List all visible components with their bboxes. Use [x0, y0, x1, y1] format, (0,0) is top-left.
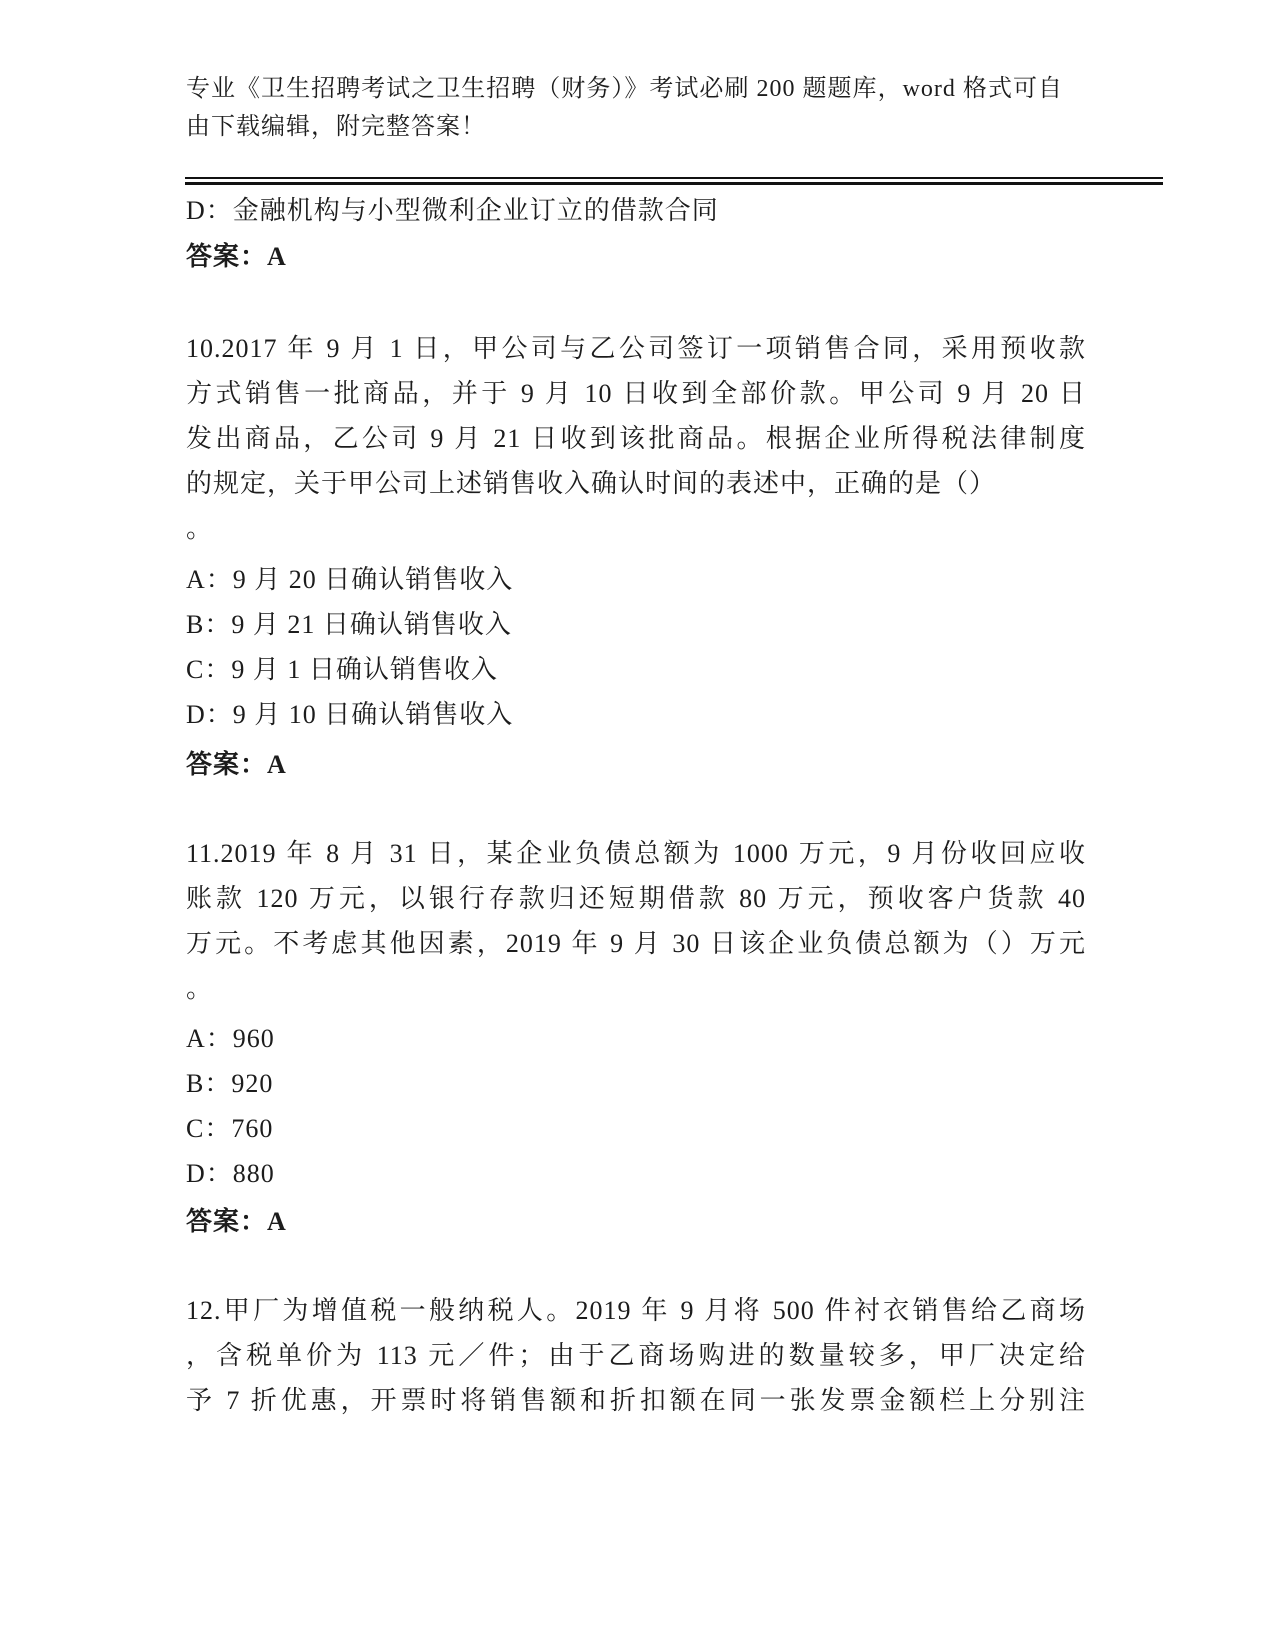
option-b: B：9 月 21 日确认销售收入 [186, 610, 512, 639]
option-d: D：9 月 10 日确认销售收入 [186, 700, 514, 729]
question-10-options [186, 557, 1086, 737]
question-line: 账款 120 万元，以银行存款归还短期借款 80 万元，预收客户货款 40 [186, 884, 1086, 913]
question-line: 予 7 折优惠，开票时将销售额和折扣额在同一张发票金额栏上分别注 [186, 1386, 1086, 1415]
header-divider-rule [185, 177, 1163, 185]
question-11-text [186, 831, 1086, 1011]
option-c: C：760 [186, 1114, 274, 1143]
question-line: 。 [186, 514, 214, 543]
question-10-text [186, 326, 1086, 551]
question-line: 10.2017 年 9 月 1 日，甲公司与乙公司签订一项销售合同，采用预收款 [186, 334, 1086, 363]
question-line: 11.2019 年 8 月 31 日，某企业负债总额为 1000 万元，9 月份收回应收 [186, 839, 1086, 868]
question-line: ，含税单价为 113 元／件；由于乙商场购进的数量较多，甲厂决定给 [186, 1341, 1086, 1370]
option-c: C：9 月 1 日确认销售收入 [186, 655, 498, 684]
option-a: A：960 [186, 1024, 275, 1053]
question-line: 发出商品，乙公司 9 月 21 日收到该批商品。根据企业所得税法律制度 [186, 424, 1086, 453]
question-line: 。 [186, 974, 214, 1003]
option-a: A：9 月 20 日确认销售收入 [186, 565, 514, 594]
question-12-text [186, 1288, 1086, 1423]
question-11-options [186, 1016, 1086, 1196]
header-line-2: 由下载编辑，附完整答案！ [186, 114, 486, 140]
question-line: 12.甲厂为增值税一般纳税人。2019 年 9 月将 500 件衬衣销售给乙商场 [186, 1296, 1086, 1325]
question-9-option-d: D：金融机构与小型微利企业订立的借款合同 [186, 196, 719, 225]
option-d: D：880 [186, 1159, 275, 1188]
option-b: B：920 [186, 1069, 274, 1098]
header-line-1: 专业《卫生招聘考试之卫生招聘（财务）》考试必刷 200 题题库，word 格式可自 [186, 76, 1063, 102]
question-line: 的规定，关于甲公司上述销售收入确认时间的表述中，正确的是（） [186, 469, 997, 498]
question-11-answer: 答案：A [186, 1207, 287, 1236]
question-line: 方式销售一批商品，并于 9 月 10 日收到全部价款。甲公司 9 月 20 日 [186, 379, 1086, 408]
question-line: 万元。不考虑其他因素，2019 年 9 月 30 日该企业负债总额为（）万元 [186, 929, 1086, 958]
page-header [186, 70, 1063, 146]
question-10-answer: 答案：A [186, 750, 287, 779]
question-9-answer: 答案：A [186, 242, 287, 271]
